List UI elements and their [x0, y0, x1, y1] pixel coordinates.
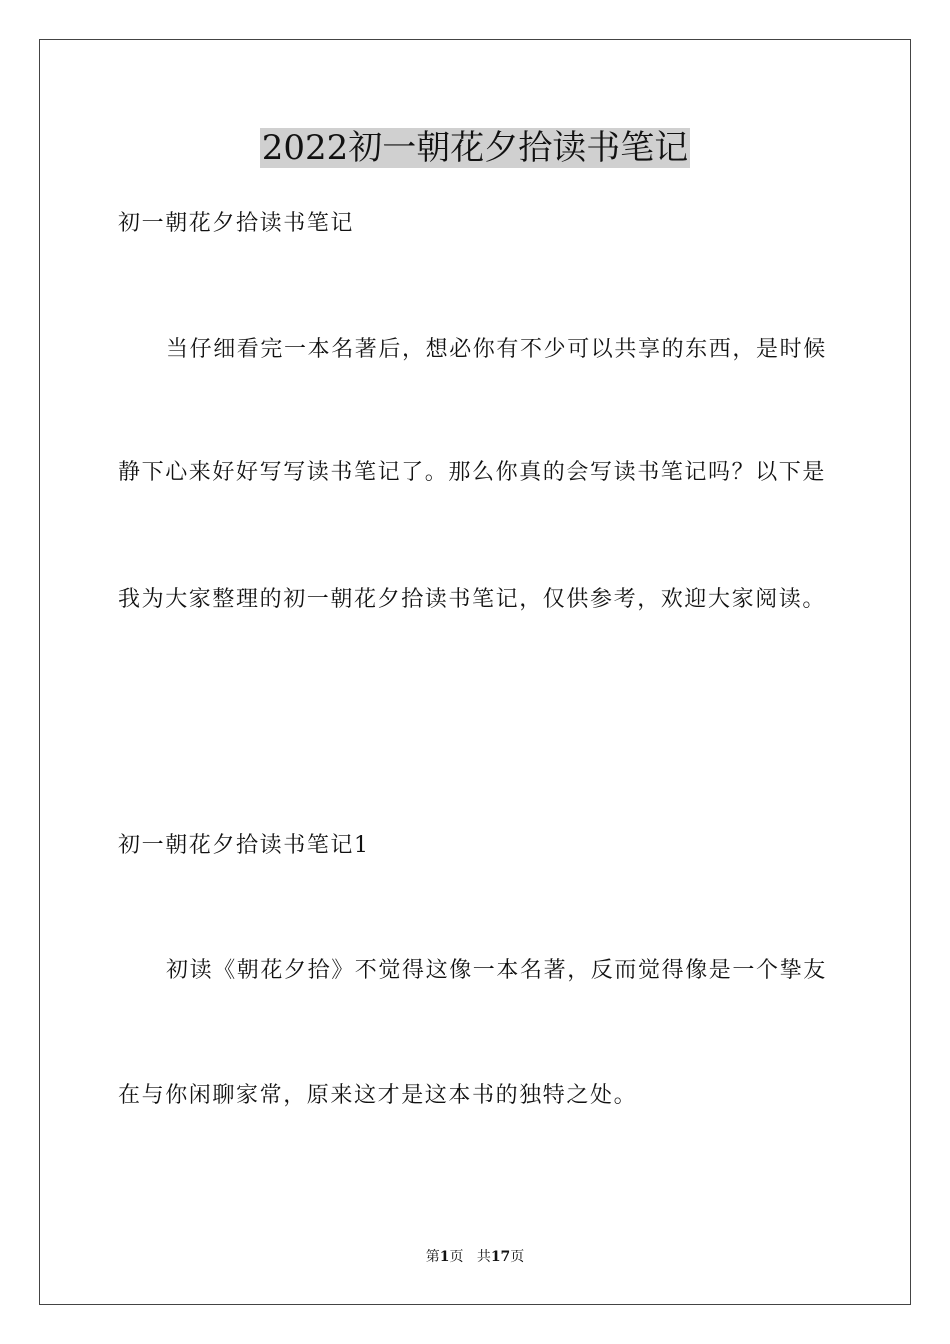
section-heading-1: 初一朝花夕拾读书笔记1 — [118, 833, 370, 858]
total-suffix: 页 — [510, 1249, 525, 1265]
total-pages: 17 — [490, 1249, 511, 1265]
page-footer — [0, 1247, 950, 1267]
section-heading: 初一朝花夕拾读书笔记 — [118, 211, 355, 236]
page-suffix: 页 — [449, 1249, 464, 1265]
intro-line: 静下心来好好写写读书笔记了。那么你真的会写读书笔记吗？以下是 — [118, 460, 827, 485]
body-line: 在与你闲聊家常，原来这才是这本书的独特之处。 — [118, 1083, 638, 1108]
intro-line: 当仔细看完一本名著后，想必你有不少可以共享的东西，是时候 — [166, 337, 827, 362]
body-line: 初读《朝花夕拾》不觉得这像一本名著，反而觉得像是一个挚友 — [166, 958, 827, 983]
page-prefix: 第 — [425, 1249, 440, 1265]
intro-line: 我为大家整理的初一朝花夕拾读书笔记，仅供参考，欢迎大家阅读。 — [118, 587, 827, 612]
document-title-text: 2022初一朝花夕拾读书笔记 — [261, 128, 689, 168]
total-prefix: 共 — [476, 1249, 491, 1265]
page-number: 1 — [439, 1249, 450, 1265]
document-title — [0, 126, 950, 170]
